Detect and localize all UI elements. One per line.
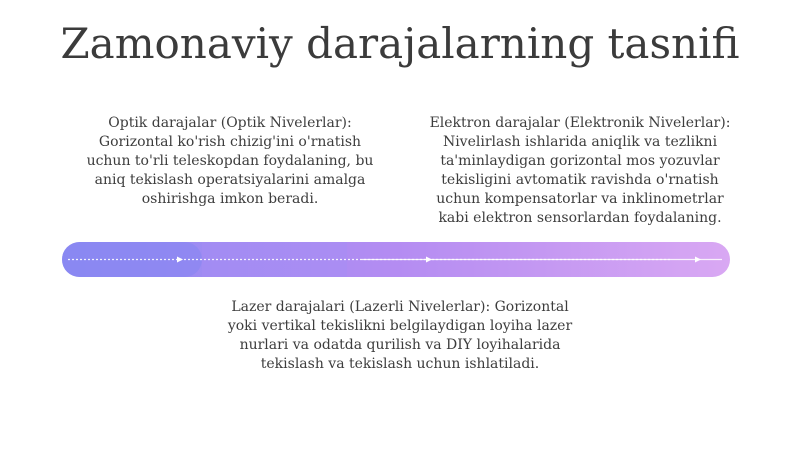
laser-levels-description — [220, 298, 580, 374]
electronic-line-4: tekisligini avtomatik ravishda o'rnatish — [441, 172, 719, 188]
optical-line-4: aniq tekislash operatsiyalarini amalga — [94, 172, 366, 188]
electronic-line-6: kabi elektron sensorlardan foydalaning. — [438, 210, 722, 226]
optical-levels-description — [80, 114, 380, 209]
electronic-line-3: ta'minlaydigan gorizontal mos yozuvlar — [440, 153, 720, 169]
optical-line-5: oshirishga imkon beradi. — [141, 191, 319, 207]
page-title: Zamonaviy darajalarning tasnifi — [60, 19, 740, 68]
laser-line-4: tekislash va tekislash uchun ishlatiladi. — [260, 356, 540, 372]
optical-line-1: Optik darajalar (Optik Nivelerlar): — [108, 115, 352, 131]
laser-line-3: nurlari va odatda qurilish va DIY loyihalarida — [239, 337, 561, 353]
optical-line-2: Gorizontal ko'rish chizig'ini o'rnatish — [98, 134, 362, 150]
laser-line-1: Lazer darajalari (Lazerli Nivelerlar): Gorizontal — [231, 299, 569, 315]
electronic-line-1: Elektron darajalar (Elektronik Nivelerlar): — [429, 115, 731, 131]
laser-line-2: yoki vertikal tekislikni belgilaydigan loyiha lazer — [227, 318, 573, 334]
electronic-line-5: uchun kompensatorlar va inklinometrlar — [436, 191, 724, 207]
electronic-line-2: Nivelirlash ishlarida aniqlik va tezlikni — [442, 134, 718, 150]
optical-line-3: uchun to'rli teleskopdan foydalaning, bu — [86, 153, 374, 169]
timeline-bar-graphic — [62, 242, 730, 277]
electronic-levels-description — [420, 114, 740, 228]
timeline-bar — [62, 242, 730, 277]
